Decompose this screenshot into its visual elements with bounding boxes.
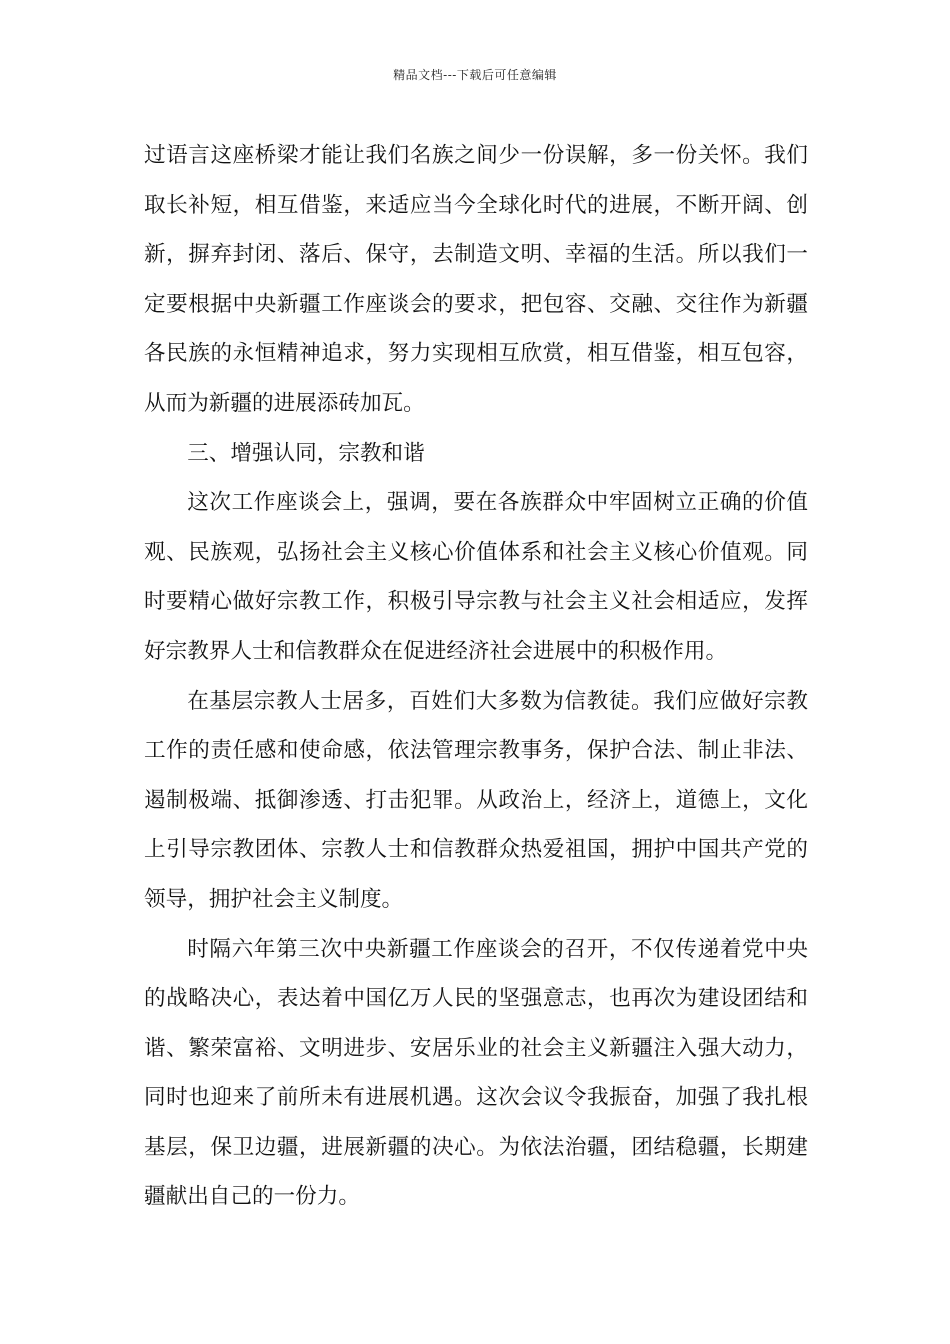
document-body — [144, 131, 808, 1222]
paragraph: 这次工作座谈会上，强调，要在各族群众中牢固树立正确的价值观、民族观，弘扬社会主义核心价值体系和社会主义核心价值观。同时要精心做好宗教工作，积极引导宗教与社会主义社会相适应，发挥好宗教界人士和信教群众在促进经济社会进展中的积极作用。 — [144, 490, 808, 664]
paragraph: 时隔六年第三次中央新疆工作座谈会的召开，不仅传递着党中央的战略决心，表达着中国亿万人民的坚强意志，也再次为建设团结和谐、繁荣富裕、文明进步、安居乐业的社会主义新疆注入强大动力，同时也迎来了前所未有进展机遇。这次会议令我振奋，加强了我扎根基层，保卫边疆，进展新疆的决心。为依法治疆，团结稳疆，长期建疆献出自己的一份力。 — [144, 936, 808, 1210]
section-heading: 三、增强认同，宗教和谐 — [187, 440, 425, 466]
paragraph: 在基层宗教人士居多，百姓们大多数为信教徒。我们应做好宗教工作的责任感和使命感，依法管理宗教事务，保护合法、制止非法、遏制极端、抵御渗透、打击犯罪。从政治上，经济上，道德上，文化上引导宗教团体、宗教人士和信教群众热爱祖国，拥护中国共产党的领导，拥护社会主义制度。 — [144, 688, 808, 912]
paragraph-continuation: 过语言这座桥梁才能让我们名族之间少一份误解，多一份关怀。我们取长补短，相互借鉴，来适应当今全球化时代的进展，不断开阔、创新，摒弃封闭、落后、保守，去制造文明、幸福的生活。所以我们一定要根据中央新疆工作座谈会的要求，把包容、交融、交往作为新疆各民族的永恒精神追求，努力实现相互欣赏，相互借鉴，相互包容，从而为新疆的进展添砖加瓦。 — [144, 143, 808, 416]
page-header: 精品文档---下载后可任意编辑 — [393, 68, 557, 82]
